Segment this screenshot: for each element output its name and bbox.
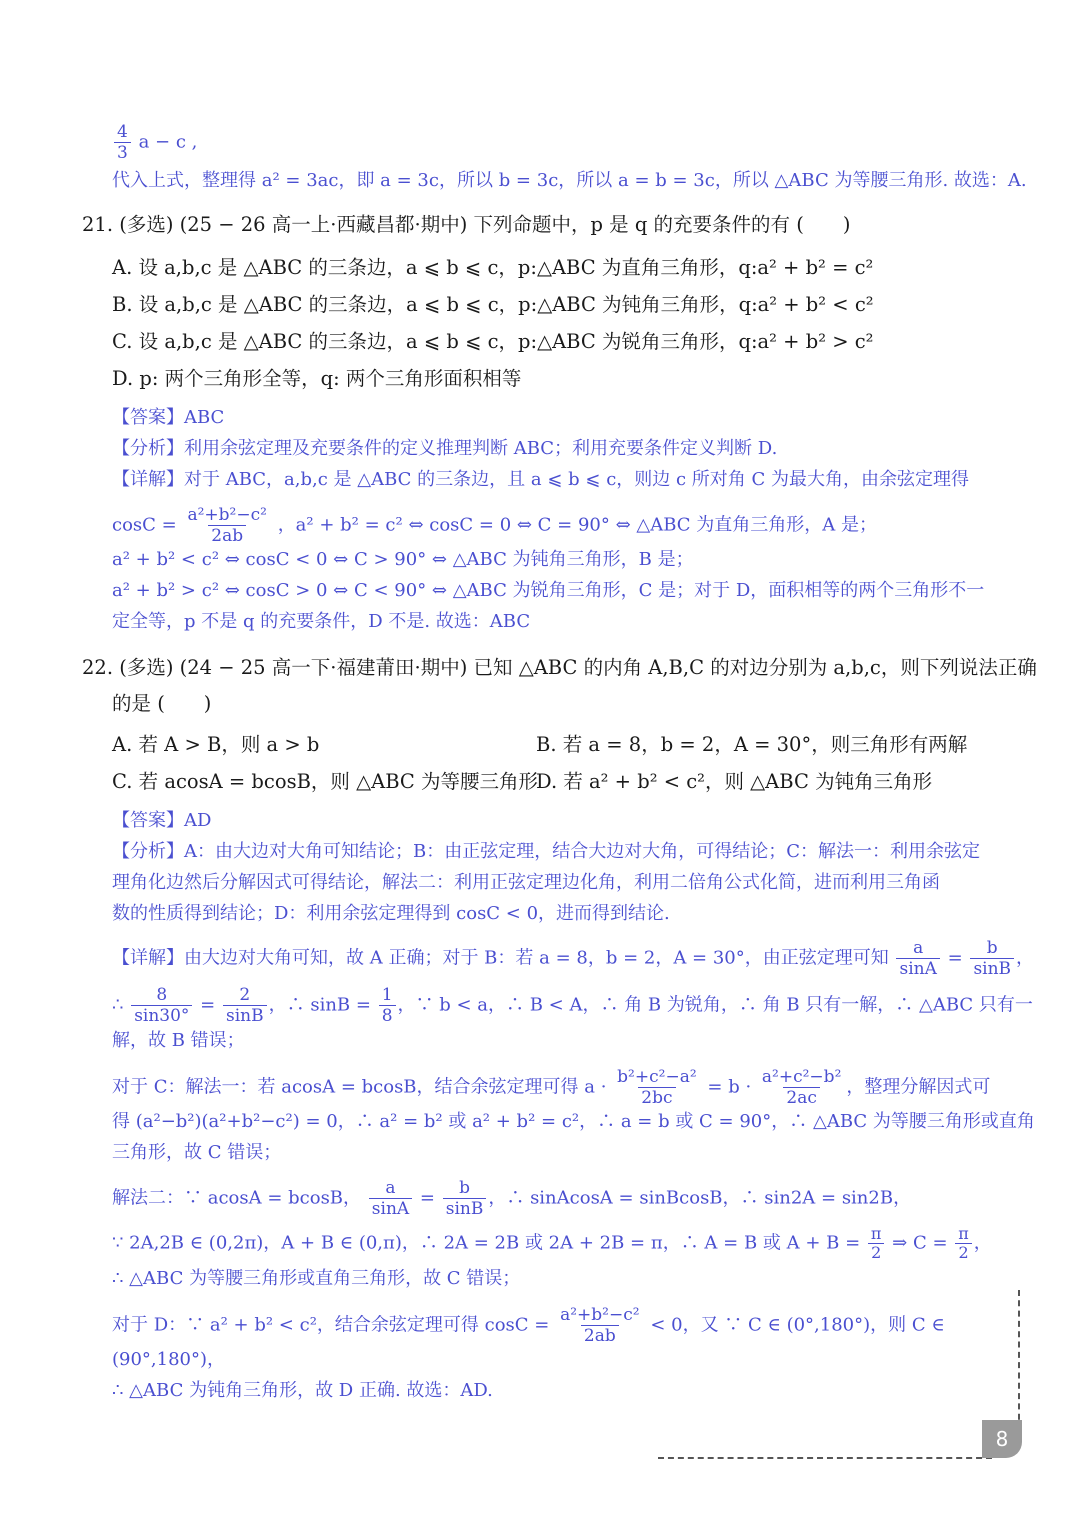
- fraction: $\frac{\text{a²+c²−b²}}{2ac}$: [761, 1067, 842, 1108]
- q21-detail-4: a² + b² > c² ⇔ cosC > 0 ⇔ C < 90° ⇔ △ABC 为锐角三角形，C 是；对于 D，面积相等的两个三角形不一: [112, 580, 985, 601]
- q22-detail-12: ∴ △ABC 为钝角三角形，故 D 正确. 故选：AD.: [112, 1380, 493, 1401]
- fraction: $\frac{b}{\sin B}$: [443, 1178, 487, 1219]
- q22-option-c: C. 若 acosA = bcosB，则 △ABC 为等腰三角形: [112, 770, 539, 793]
- q21-detail-3: a² + b² < c² ⇔ cosC < 0 ⇔ C > 90° ⇔ △ABC 为钝角三角形，B 是；: [112, 549, 694, 570]
- fraction: $\frac{1}{8}$: [379, 985, 396, 1026]
- fraction: $\frac{\pi}{2}$: [868, 1225, 885, 1262]
- top-fraction-line: $\frac{4}{3}$ a − c ,: [112, 122, 197, 163]
- q22-detail-5: 得 (a²−b²)(a²+b²−c²) = 0，∴ a² = b² 或 a² + b² = c²，∴ a = b 或 C = 90°，∴ △ABC 为等腰三角形或直角: [112, 1111, 1035, 1132]
- fraction: $\frac{4}{3}$: [114, 122, 131, 163]
- q21-option-c: C. 设 a,b,c 是 △ABC 的三条边，a ⩽ b ⩽ c，p:△ABC 为锐角三角形，q:a² + b² > c²: [112, 330, 874, 353]
- fraction: $\frac{a}{\sin A}$: [369, 1178, 412, 1219]
- q22-detail-4: 对于 C：解法一：若 acosA = bcosB，结合余弦定理可得 a · $\frac{\text{b²+c²−a²}}{2bc}$ = b · $\frac{\text{a²+c²−b²}}{2ac}$ ，整理分解因式可: [112, 1067, 991, 1108]
- page-border-vertical: [1018, 1290, 1020, 1430]
- q22-detail-2: ∴ $\frac{8}{\sin 30^\circ}$ = $\frac{2}{\sin B}$ ，∴ sinB = $\frac{1}{8}$ ，∵ b < a，∴ B < A，∴ 角 B 为锐角，∴ 角 B 只有一解，∴ △ABC 只有一: [112, 985, 1033, 1026]
- page-number: 8: [982, 1420, 1022, 1458]
- q22-analysis-3: 数的性质得到结论；D：利用余弦定理得到 cosC < 0，进而得到结论.: [112, 903, 670, 924]
- q21-option-d: D. p: 两个三角形全等，q: 两个三角形面积相等: [112, 367, 522, 390]
- q22-analysis-1: 【分析】A：由大边对大角可知结论；B：由正弦定理，结合大边对大角，可得结论；C：解法一：利用余弦定: [112, 841, 980, 862]
- fraction: $\frac{\pi}{2}$: [955, 1225, 972, 1262]
- q21-option-a: A. 设 a,b,c 是 △ABC 的三条边，a ⩽ b ⩽ c，p:△ABC 为直角三角形，q:a² + b² = c²: [112, 256, 874, 279]
- q21-answer: 【答案】ABC: [112, 407, 225, 428]
- top-conclusion: 代入上式，整理得 a² = 3ac，即 a = 3c，所以 b = 3c，所以 a = b = 3c，所以 △ABC 为等腰三角形. 故选：A.: [112, 170, 1027, 191]
- q22-detail-1: 【详解】由大边对大角可知，故 A 正确；对于 B：若 a = 8，b = 2，A = 30°，由正弦定理可知 $\frac{a}{\sin A}$ = $\frac{b}{\sin B}$ ，: [112, 938, 1035, 979]
- q21-detail-1: 【详解】对于 ABC，a,b,c 是 △ABC 的三条边，且 a ⩽ b ⩽ c，则边 c 所对角 C 为最大角，由余弦定理得: [112, 469, 970, 490]
- q21-stem: 21. (多选) (25 − 26 高一上·西藏昌都·期中) 下列命题中，p 是 q 的充要条件的有 ( ): [82, 213, 851, 236]
- q21-detail-2: cosC = $\frac{\text{a²+b²−c²}}{2ab}$ ，a² + b² = c² ⇔ cosC = 0 ⇔ C = 90° ⇔ △ABC 为直角三角形，A 是；: [112, 505, 878, 546]
- q21-option-b: B. 设 a,b,c 是 △ABC 的三条边，a ⩽ b ⩽ c，p:△ABC 为钝角三角形，q:a² + b² < c²: [112, 293, 874, 316]
- q22-answer: 【答案】AD: [112, 810, 212, 831]
- q22-detail-11: (90°,180°)，: [112, 1349, 226, 1370]
- q21-analysis: 【分析】利用余弦定理及充要条件的定义推理判断 ABC；利用充要条件定义判断 D.: [112, 438, 778, 459]
- fraction: $\frac{2}{\sin B}$: [223, 985, 267, 1026]
- fraction: $\frac{\text{b²+c²−a²}}{2bc}$: [617, 1067, 697, 1108]
- q22-detail-10: 对于 D：∵ a² + b² < c²，结合余弦定理可得 cosC = $\frac{\text{a²+b²−c²}}{2ab}$ < 0，又 ∵ C ∈ (0°,180°)，则 C ∈: [112, 1305, 945, 1346]
- q22-stem-line-2: 的是 ( ): [112, 692, 212, 715]
- q22-stem-line-1: 22. (多选) (24 − 25 高一下·福建莆田·期中) 已知 △ABC 的内角 A,B,C 的对边分别为 a,b,c，则下列说法正确: [82, 656, 1037, 679]
- fraction: $\frac{a}{\sin A}$: [896, 938, 939, 979]
- q22-detail-6: 三角形，故 C 错误；: [112, 1142, 282, 1163]
- q22-option-b: B. 若 a = 8，b = 2，A = 30°，则三角形有两解: [536, 733, 968, 756]
- q22-option-d: D. 若 a² + b² < c²，则 △ABC 为钝角三角形: [536, 770, 933, 793]
- page-border-horizontal: [658, 1457, 992, 1459]
- q22-detail-8: ∵ 2A,2B ∈ (0,2π)，A + B ∈ (0,π)，∴ 2A = 2B 或 2A + 2B = π，∴ A = B 或 A + B = $\frac{\pi}{2}$ ⇒ C = $\frac{\pi}{2}$ ，: [112, 1224, 992, 1262]
- q22-detail-7: 解法二：∵ acosA = bcosB， $\frac{a}{\sin A}$ = $\frac{b}{\sin B}$ ，∴ sinAcosA = sinBcosB，∴ sin2A = sin2B，: [112, 1178, 912, 1219]
- q21-detail-5: 定全等，p 不是 q 的充要条件，D 不是. 故选：ABC: [112, 611, 531, 632]
- q22-detail-3: 解，故 B 错误；: [112, 1030, 245, 1051]
- fraction: $\frac{\text{a²+b²−c²}}{2ab}$: [560, 1305, 640, 1346]
- fraction: $\frac{8}{\sin 30^\circ}$: [131, 985, 192, 1026]
- q22-detail-9: ∴ △ABC 为等腰三角形或直角三角形，故 C 错误；: [112, 1268, 521, 1289]
- q22-option-a: A. 若 A > B，则 a > b: [112, 733, 320, 756]
- fraction: $\frac{b}{\sin B}$: [970, 938, 1014, 979]
- fraction: $\frac{\text{a²+b²−c²}}{2ab}$: [187, 505, 267, 546]
- q22-analysis-2: 理角化边然后分解因式可得结论，解法二：利用正弦定理边化角，利用二倍角公式化简，进而利用三角函: [112, 872, 940, 893]
